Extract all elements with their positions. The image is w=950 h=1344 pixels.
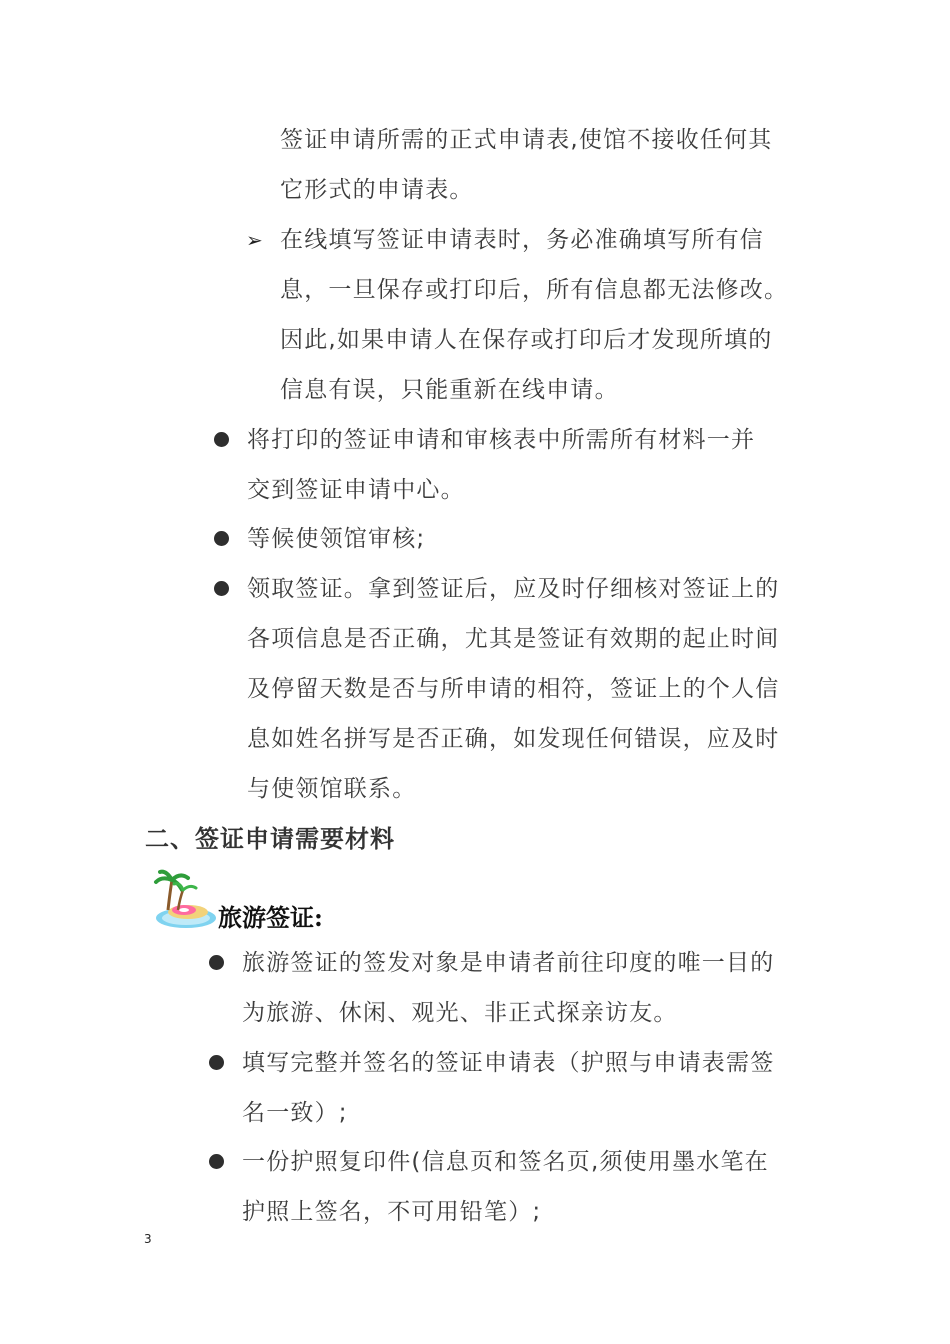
bullet-dot-icon (214, 432, 229, 447)
list-item-line: 息如姓名拼写是否正确，如发现任何错误，应及时 (247, 726, 780, 752)
paragraph-line: 它形式的申请表。 (280, 177, 474, 203)
bullet-dot-icon (214, 531, 229, 546)
visa-type-heading: 旅游签证: (218, 903, 323, 932)
list-item-line: 与使领馆联系。 (247, 776, 417, 802)
bullet-dot-icon (209, 1055, 224, 1070)
bullet-dot-icon (214, 581, 229, 596)
paragraph-line: 签证申请所需的正式申请表,使馆不接收任何其 (280, 127, 773, 153)
list-item-line: 及停留天数是否与所申请的相符，签证上的个人信 (247, 676, 780, 702)
bullet-dot-icon (209, 955, 224, 970)
arrow-bullet-icon: ➢ (246, 228, 263, 252)
list-item-line: 填写完整并签名的签证申请表（护照与申请表需签 (242, 1050, 775, 1076)
bullet-dot-icon (209, 1154, 224, 1169)
list-item-line: 领取签证。拿到签证后，应及时仔细核对签证上的 (247, 576, 780, 602)
list-item-line: 旅游签证的签发对象是申请者前往印度的唯一目的 (242, 950, 775, 976)
list-item-line: 各项信息是否正确，尤其是签证有效期的起止时间 (247, 626, 780, 652)
list-item-line: 因此,如果申请人在保存或打印后才发现所填的 (280, 327, 773, 353)
list-item-line: 为旅游、休闲、观光、非正式探亲访友。 (242, 1000, 678, 1026)
tropical-island-icon (150, 868, 220, 930)
page-number: 3 (144, 1232, 152, 1246)
list-item-line: 一份护照复印件(信息页和签名页,须使用墨水笔在 (242, 1149, 769, 1175)
list-item-line: 在线填写签证申请表时，务必准确填写所有信 (280, 227, 764, 253)
list-item-line: 等候使领馆审核; (247, 526, 426, 552)
list-item-line: 息，一旦保存或打印后，所有信息都无法修改。 (280, 277, 789, 303)
list-item-line: 将打印的签证申请和审核表中所需所有材料一并 (247, 427, 756, 453)
list-item-line: 信息有误，只能重新在线申请。 (280, 377, 619, 403)
list-item-line: 名一致）; (242, 1100, 348, 1126)
list-item-line: 护照上签名，不可用铅笔）; (242, 1199, 542, 1225)
section-heading: 二、签证申请需要材料 (145, 825, 395, 853)
list-item-line: 交到签证申请中心。 (247, 477, 465, 503)
